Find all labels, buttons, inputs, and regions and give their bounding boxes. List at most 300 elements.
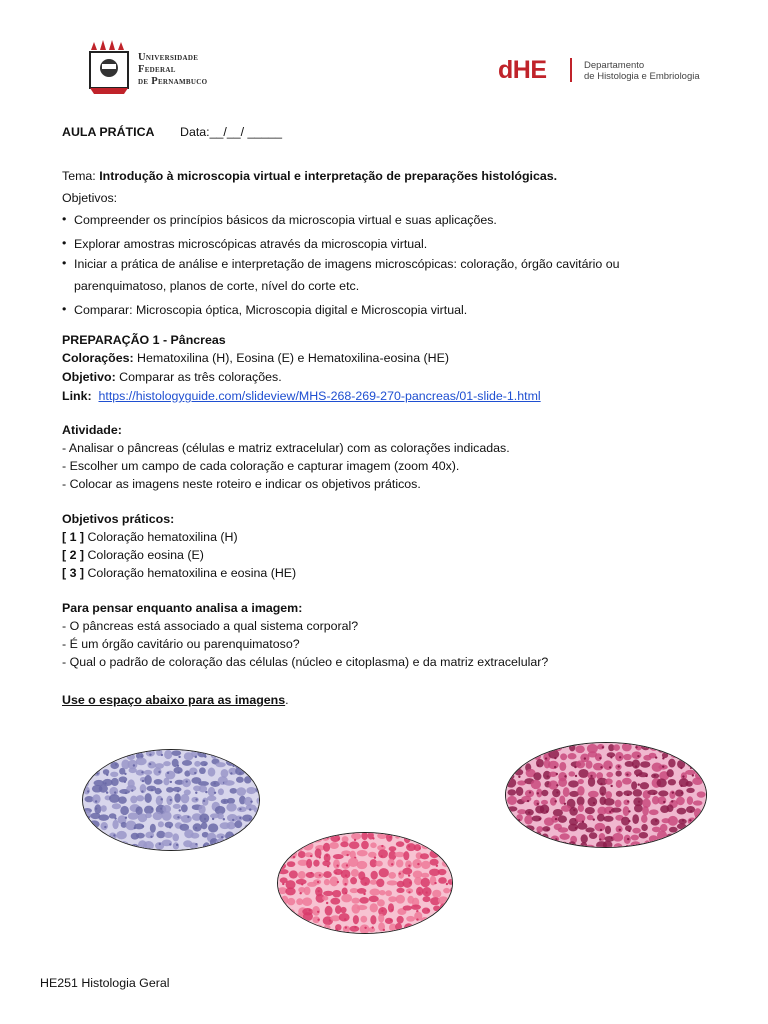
nucleus — [556, 784, 558, 786]
nucleus — [380, 855, 382, 857]
nucleus — [555, 838, 557, 840]
university-name-line: de Pernambuco — [138, 76, 208, 87]
cell — [690, 746, 696, 753]
cell — [200, 761, 208, 766]
cell — [632, 814, 639, 824]
cell — [388, 903, 394, 912]
nucleus — [554, 766, 556, 768]
objetivo-pratico-item — [62, 565, 296, 581]
nucleus — [326, 902, 328, 904]
cell — [647, 790, 657, 795]
cell — [687, 796, 693, 805]
nucleus — [389, 836, 391, 838]
nucleus — [335, 872, 337, 874]
nucleus — [159, 790, 161, 792]
cell — [252, 758, 259, 766]
nucleus — [212, 818, 214, 820]
nucleus — [104, 782, 106, 784]
nucleus — [257, 817, 259, 819]
cell — [385, 890, 392, 896]
cell — [395, 923, 402, 930]
cell — [433, 906, 440, 912]
cell — [305, 836, 312, 842]
cell — [194, 761, 200, 767]
nucleus — [317, 911, 319, 913]
cell — [585, 807, 595, 814]
department-name-line: de Histologia e Embriologia — [584, 71, 700, 82]
nucleus — [417, 863, 419, 865]
cell — [560, 753, 567, 760]
objetivo-label: Objetivo: — [62, 370, 116, 384]
cell — [442, 835, 449, 844]
cell — [287, 833, 295, 842]
nucleus — [427, 927, 429, 929]
cell — [667, 834, 675, 839]
cell — [650, 744, 659, 751]
nucleus — [104, 835, 106, 837]
cell — [693, 744, 702, 753]
tema-line — [62, 168, 557, 184]
nucleus — [556, 773, 558, 775]
cell — [670, 843, 678, 847]
cell — [651, 842, 661, 847]
cell — [604, 798, 615, 806]
nucleus — [326, 836, 328, 838]
cell — [416, 925, 423, 931]
cell — [442, 860, 451, 867]
nucleus — [176, 844, 178, 846]
cell — [448, 909, 452, 914]
cell — [379, 890, 385, 895]
atividade-item: - Escolher um campo de cada coloração e capturar imagem (zoom 40x). — [62, 459, 460, 473]
cell — [677, 843, 686, 847]
cell — [371, 871, 378, 880]
nucleus — [436, 919, 438, 921]
cell — [668, 816, 678, 826]
cell — [329, 842, 338, 849]
nucleus — [326, 854, 328, 856]
cell — [83, 825, 90, 832]
nucleus — [408, 874, 410, 876]
nucleus — [436, 865, 438, 867]
nucleus — [161, 754, 163, 756]
nucleus — [179, 809, 181, 811]
nucleus — [302, 837, 304, 839]
nucleus — [408, 864, 410, 866]
cell — [649, 835, 659, 842]
cell — [685, 770, 696, 775]
cell — [351, 898, 360, 904]
cell — [686, 788, 694, 793]
cell — [559, 762, 566, 771]
cell — [534, 841, 544, 847]
nucleus — [554, 757, 556, 759]
cell — [144, 775, 151, 785]
cell — [278, 863, 286, 869]
cell — [154, 779, 163, 785]
cell — [136, 795, 144, 801]
cell — [521, 796, 531, 802]
nucleus — [204, 763, 206, 765]
nucleus — [645, 775, 647, 777]
cell — [303, 841, 314, 851]
cell — [443, 888, 450, 894]
nucleus — [97, 753, 99, 755]
cell — [174, 793, 181, 802]
cell — [641, 824, 648, 831]
cell — [536, 826, 543, 832]
nucleus — [655, 819, 657, 821]
cell — [144, 793, 151, 803]
cell — [623, 754, 631, 760]
cell — [145, 813, 152, 818]
nucleus — [177, 816, 179, 818]
cell — [634, 804, 643, 812]
university-name-line: Federal — [138, 64, 176, 75]
cell — [173, 804, 181, 809]
pensar-item: - É um órgão cavitário ou parenquimatoso? — [62, 637, 300, 651]
cell — [533, 772, 541, 780]
nucleus — [654, 774, 656, 776]
nucleus — [672, 791, 674, 793]
link-line — [62, 388, 541, 404]
nucleus — [655, 845, 657, 847]
cell — [360, 877, 370, 886]
date-field: Data:__/__/ _____ — [180, 125, 282, 139]
cell — [199, 767, 206, 774]
cell — [304, 886, 311, 895]
nucleus — [167, 772, 169, 774]
cell — [110, 762, 119, 769]
cell — [679, 751, 688, 758]
cell — [99, 784, 108, 792]
cell — [130, 796, 137, 804]
cell — [208, 823, 218, 832]
objetivo-item: Comparar: Microscopia óptica, Microscopia digital e Microscopia virtual. — [74, 303, 468, 317]
cell — [421, 873, 429, 878]
nucleus — [511, 756, 513, 758]
nucleus — [250, 800, 252, 802]
cell — [388, 896, 397, 902]
nucleus — [124, 773, 126, 775]
cell — [687, 759, 696, 768]
cell — [578, 779, 584, 784]
cell — [640, 761, 650, 768]
cell — [447, 921, 452, 929]
cell — [288, 849, 297, 859]
nucleus — [547, 775, 549, 777]
nucleus — [239, 772, 241, 774]
nucleus — [519, 830, 521, 832]
nucleus — [141, 771, 143, 773]
cell — [450, 833, 452, 839]
link-label: Link: — [62, 389, 92, 403]
cell — [136, 757, 147, 765]
cell — [324, 879, 330, 885]
nucleus — [638, 800, 640, 802]
cell — [403, 851, 409, 860]
cell — [311, 837, 322, 843]
instruction-line — [62, 692, 289, 708]
nucleus — [383, 929, 385, 931]
cell — [524, 751, 532, 758]
atividade-title: Atividade: — [62, 423, 122, 437]
cell — [234, 832, 244, 840]
dhe-logo: dHE — [498, 56, 547, 84]
cell — [289, 925, 299, 933]
nucleus — [681, 747, 683, 749]
cell — [396, 841, 405, 847]
nucleus — [327, 865, 329, 867]
cell — [100, 843, 107, 848]
nucleus — [409, 882, 411, 884]
cell — [341, 869, 351, 878]
cell — [218, 788, 224, 795]
cell — [83, 841, 91, 848]
cell — [658, 747, 665, 753]
cell — [613, 744, 620, 750]
nucleus — [530, 757, 532, 759]
cell — [237, 807, 247, 813]
cell — [411, 904, 421, 909]
cell — [524, 834, 531, 841]
cell — [193, 823, 202, 831]
objetivo-item-continued: parenquimatoso, planos de corte, nível do corte etc. — [74, 279, 360, 293]
cell — [353, 915, 359, 924]
coloracoes-text: Hematoxilina (H), Eosina (E) e Hematoxilina-eosina (HE) — [133, 351, 449, 365]
cell — [164, 750, 172, 759]
nucleus — [374, 856, 376, 858]
cell — [615, 800, 622, 808]
cell — [359, 897, 368, 904]
objetivo-text: Comparar as três colorações. — [115, 370, 282, 384]
nucleus — [232, 765, 234, 767]
cell — [101, 759, 107, 767]
micrograph-hematoxylin-texture — [83, 750, 259, 850]
cell — [389, 846, 397, 851]
cell — [406, 916, 415, 922]
cell — [622, 778, 632, 785]
nucleus — [151, 789, 153, 791]
cell — [323, 871, 332, 878]
cell — [442, 924, 451, 930]
cell — [677, 823, 686, 829]
nucleus — [593, 818, 595, 820]
cell — [351, 869, 359, 877]
cell — [100, 822, 107, 830]
nucleus — [354, 839, 356, 841]
cell — [395, 852, 405, 858]
nucleus — [518, 819, 520, 821]
cell — [216, 833, 225, 838]
nucleus — [546, 810, 548, 812]
cell — [333, 859, 340, 869]
nucleus — [698, 765, 700, 767]
nucleus — [107, 844, 109, 846]
nucleus — [230, 772, 232, 774]
cell — [616, 780, 622, 788]
cell — [92, 840, 102, 847]
nucleus — [600, 766, 602, 768]
objetivo-pratico-text: Coloração eosina (E) — [84, 548, 204, 562]
cell — [632, 828, 641, 834]
cell — [525, 846, 531, 847]
cell — [181, 815, 192, 823]
cell — [224, 780, 235, 786]
nucleus — [125, 817, 127, 819]
nucleus — [627, 794, 629, 796]
objetivo-item: Explorar amostras microscópicas através da microscopia virtual. — [74, 237, 428, 251]
cell — [396, 895, 405, 904]
cell — [675, 744, 685, 749]
cell — [524, 815, 533, 825]
cell — [128, 812, 139, 819]
cell — [370, 915, 376, 924]
cell — [668, 779, 676, 785]
cell — [694, 755, 700, 761]
slide-link[interactable]: https://histologyguide.com/slideview/MHS-268-269-270-pancreas/01-slide-1.html — [98, 389, 541, 403]
cell — [244, 776, 251, 783]
cell — [164, 832, 173, 838]
university-name — [138, 52, 207, 88]
cell — [668, 759, 675, 768]
cell — [385, 918, 393, 924]
cell — [670, 752, 679, 758]
cell — [127, 754, 135, 760]
cell — [295, 913, 305, 922]
cell — [226, 822, 235, 830]
cell — [147, 761, 156, 768]
nucleus — [537, 803, 539, 805]
cell — [560, 833, 570, 840]
nucleus — [381, 845, 383, 847]
department-name-line: Departamento — [584, 60, 645, 71]
nucleus — [609, 766, 611, 768]
cell — [236, 787, 246, 796]
nucleus — [556, 791, 558, 793]
cell — [136, 833, 145, 839]
nucleus — [141, 755, 143, 757]
cell — [388, 872, 396, 879]
cell — [145, 832, 154, 839]
cell — [298, 871, 306, 879]
micrograph-hematoxylin-eosin — [505, 742, 707, 848]
nucleus — [600, 829, 602, 831]
cell — [376, 861, 383, 867]
cell — [255, 750, 259, 755]
cell — [287, 841, 293, 851]
nucleus — [637, 755, 639, 757]
nucleus — [601, 792, 603, 794]
cell — [616, 771, 622, 777]
cell — [379, 868, 389, 877]
cell — [286, 909, 295, 915]
nucleus — [344, 918, 346, 920]
cell — [207, 796, 216, 802]
cell — [153, 812, 163, 820]
cell — [527, 743, 534, 749]
nucleus — [363, 893, 365, 895]
cell — [83, 760, 89, 769]
nucleus — [124, 781, 126, 783]
cell — [656, 778, 666, 787]
nucleus — [337, 881, 339, 883]
nucleus — [95, 807, 97, 809]
nucleus — [203, 844, 205, 846]
nucleus — [627, 838, 629, 840]
cell — [509, 743, 517, 751]
cell — [449, 895, 452, 903]
cell — [563, 787, 570, 797]
cell — [420, 853, 429, 859]
cell — [692, 777, 703, 785]
nucleus — [689, 819, 691, 821]
bullet: • — [62, 256, 67, 270]
objetivos-label: Objetivos: — [62, 191, 118, 205]
nucleus — [87, 790, 89, 792]
nucleus — [160, 807, 162, 809]
cell — [357, 905, 367, 910]
cell — [333, 854, 344, 859]
cell — [568, 753, 577, 759]
cell — [306, 872, 315, 878]
cell — [98, 814, 109, 820]
nucleus — [663, 801, 665, 803]
nucleus — [195, 798, 197, 800]
cell — [585, 827, 594, 832]
cell — [89, 820, 100, 828]
cell — [296, 925, 302, 930]
cell — [198, 805, 205, 814]
cell — [156, 796, 163, 806]
cell — [322, 860, 330, 866]
nucleus — [671, 746, 673, 748]
cell — [524, 825, 534, 831]
nucleus — [177, 790, 179, 792]
cell — [376, 879, 384, 888]
nucleus — [698, 828, 700, 830]
nucleus — [575, 775, 577, 777]
cell — [143, 841, 154, 850]
ufpe-crest-logo — [84, 38, 134, 96]
nucleus — [690, 767, 692, 769]
nucleus — [221, 836, 223, 838]
nucleus — [564, 775, 566, 777]
nucleus — [131, 789, 133, 791]
nucleus — [310, 855, 312, 857]
department-name — [584, 60, 700, 82]
cell — [516, 787, 524, 796]
cell — [302, 897, 312, 906]
cell — [402, 868, 412, 875]
cell — [431, 843, 441, 849]
cell — [278, 842, 285, 849]
cell — [235, 842, 245, 849]
cell — [548, 761, 559, 769]
cell — [541, 790, 548, 796]
objetivo-pratico-item — [62, 529, 238, 545]
cell — [506, 755, 516, 761]
objetivo-pratico-number: [ 3 ] — [62, 566, 85, 580]
cell — [508, 789, 517, 795]
cell — [306, 925, 316, 933]
cell — [370, 842, 376, 848]
cell — [314, 925, 323, 933]
nucleus — [151, 808, 153, 810]
cell — [349, 926, 359, 932]
nucleus — [88, 816, 90, 818]
nucleus — [195, 827, 197, 829]
